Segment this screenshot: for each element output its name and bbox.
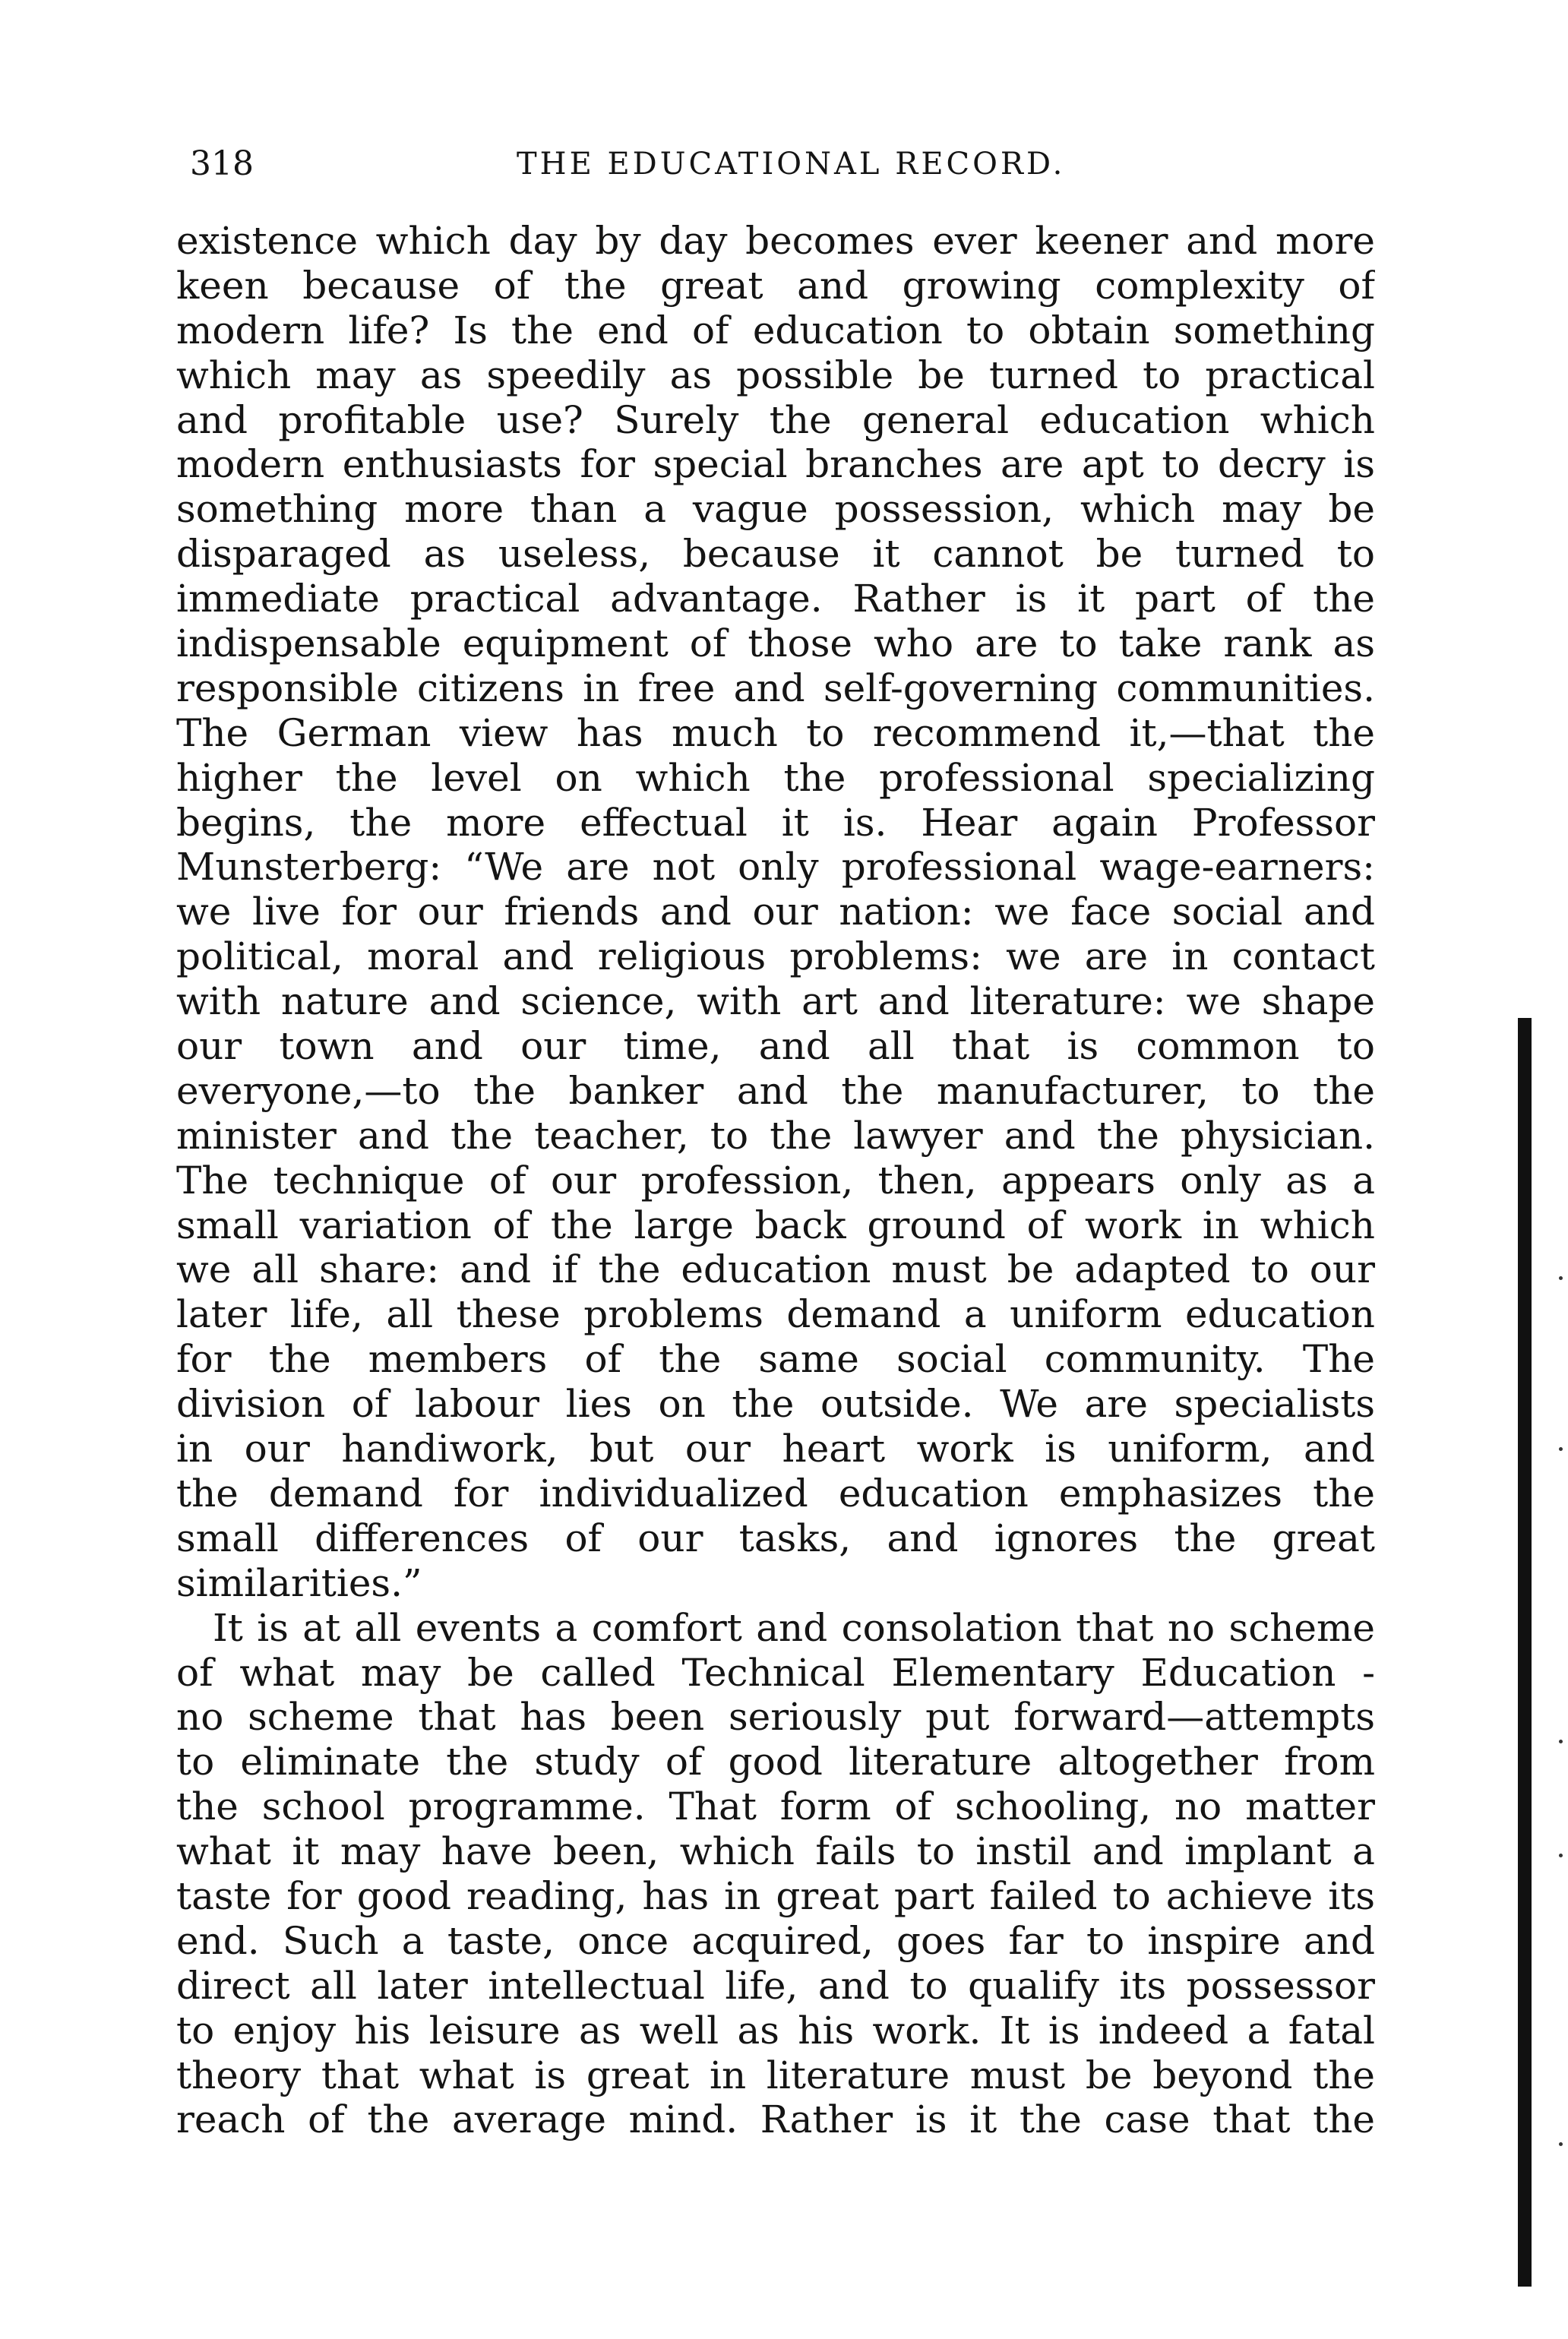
edge-speck [1559, 1740, 1563, 1743]
text-line: existence which day by day becomes ever keener and more [176, 219, 1375, 263]
text-line: and profitable use? Surely the general education which [176, 397, 1375, 442]
text-line: to eliminate the study of good literature altogether from [176, 1740, 1375, 1784]
text-line: the school programme. That form of schooling, no matter [176, 1784, 1375, 1829]
text-line: keen because of the great and growing complexity of [176, 263, 1375, 308]
text-line: immediate practical advantage. Rather is it part of the [176, 577, 1375, 621]
text-line: taste for good reading, has in great part failed to achieve its [176, 1873, 1375, 1918]
text-line: modern life? Is the end of education to obtain something [176, 308, 1375, 352]
text-line: small variation of the large back ground of work in which [176, 1203, 1375, 1247]
text-line: indispensable equipment of those who are to take rank as [176, 621, 1375, 666]
text-line: small differences of our tasks, and ignores the great [176, 1516, 1375, 1560]
text-line: political, moral and religious problems: we are in contact [176, 934, 1375, 979]
text-line: the demand for individualized education emphasizes the [176, 1471, 1375, 1516]
edge-speck [1559, 2142, 1563, 2146]
page-number: 318 [190, 144, 254, 183]
text-line: what it may have been, which fails to instil and implant a [176, 1829, 1375, 1874]
text-line: theory that what is great in literature must be beyond the [176, 2053, 1375, 2097]
text-line: with nature and science, with art and literature: we shape [176, 979, 1375, 1024]
text-line: end. Such a taste, once acquired, goes far to inspire and [176, 1918, 1375, 1963]
text-line: direct all later intellectual life, and to qualify its possessor [176, 1963, 1375, 2008]
text-line: higher the level on which the professional specializing [176, 755, 1375, 800]
edge-speck [1559, 1447, 1563, 1451]
text-line: division of labour lies on the outside. We are specialists [176, 1382, 1375, 1427]
text-line: begins, the more effectual it is. Hear again Professor [176, 800, 1375, 845]
edge-speck [1559, 1854, 1563, 1857]
text-line: we live for our friends and our nation: we face social and [176, 890, 1375, 934]
text-line: our town and our time, and all that is common to [176, 1024, 1375, 1069]
text-line: The German view has much to recommend it,—that the [176, 710, 1375, 755]
text-line: similarities.” [176, 1560, 422, 1605]
text-line: in our handiwork, but our heart work is uniform, and [176, 1427, 1375, 1471]
text-line: reach of the average mind. Rather is it the case that the [176, 2097, 1375, 2142]
text-line: to enjoy his leisure as well as his work. It is indeed a fatal [176, 2008, 1375, 2053]
text-line: we all share: and if the education must be adapted to our [176, 1247, 1375, 1292]
text-line: everyone,—to the banker and the manufacturer, to the [176, 1068, 1375, 1113]
text-line: of what may be called Technical Elementary Education - [176, 1650, 1375, 1695]
text-line: something more than a vague possession, which may be [176, 487, 1375, 532]
text-line: The technique of our profession, then, appears only as a [176, 1158, 1375, 1203]
text-line: responsible citizens in free and self-governing communities. [176, 665, 1375, 710]
text-line: for the members of the same social community. The [176, 1337, 1375, 1382]
page-edge-shadow [1518, 1018, 1532, 2287]
text-line: disparaged as useless, because it cannot be turned to [176, 532, 1375, 577]
text-line: minister and the teacher, to the lawyer and the physician. [176, 1113, 1375, 1158]
page-header [190, 141, 1375, 187]
paragraph-start-line: It is at all events a comfort and consolation that no scheme [213, 1605, 1375, 1650]
text-line: modern enthusiasts for special branches are apt to decry is [176, 442, 1375, 487]
text-line: which may as speedily as possible be turned to practical [176, 352, 1375, 397]
edge-speck [1559, 1276, 1563, 1280]
body-text [176, 219, 1375, 2142]
running-head: THE EDUCATIONAL RECORD. [517, 147, 1066, 182]
text-line: Munsterberg: “We are not only professional wage-earners: [176, 845, 1375, 890]
text-line: no scheme that has been seriously put forward—attempts [176, 1695, 1375, 1740]
text-line: later life, all these problems demand a uniform education [176, 1292, 1375, 1337]
